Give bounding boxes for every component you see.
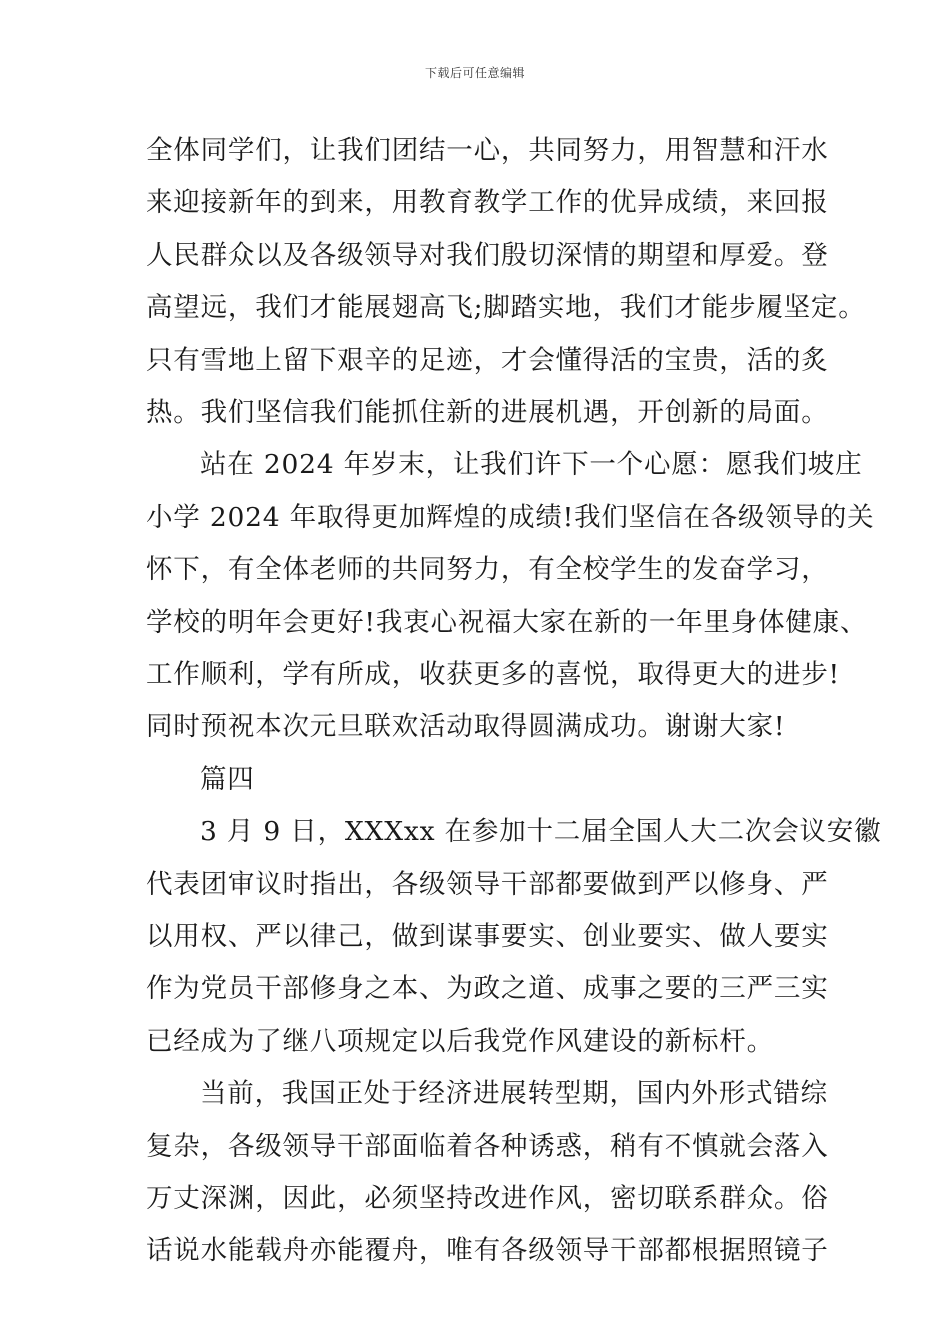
text-line: 话说水能载舟亦能覆舟，唯有各级领导干部都根据照镜子: [146, 1235, 829, 1266]
text-line: 篇四: [200, 764, 255, 795]
text-line: 热。我们坚信我们能抓住新的进展机遇，开创新的局面。: [146, 397, 829, 428]
text-line: 人民群众以及各级领导对我们殷切深情的期望和厚爱。登: [146, 240, 829, 271]
text-line: 同时预祝本次元旦联欢活动取得圆满成功。谢谢大家!: [146, 711, 786, 742]
text-line: 全体同学们，让我们团结一心，共同努力，用智慧和汗水: [146, 135, 829, 166]
text-line: 来迎接新年的到来，用教育教学工作的优异成绩，来回报: [146, 187, 829, 218]
text-line: 当前，我国正处于经济进展转型期，国内外形式错综: [200, 1078, 828, 1109]
text-line: 3 月 9 日，XXXxx 在参加十二届全国人大二次会议安徽: [200, 816, 882, 847]
text-line: 学校的明年会更好!我衷心祝福大家在新的一年里身体健康、: [146, 607, 868, 638]
text-line: 只有雪地上留下艰辛的足迹，才会懂得活的宝贵，活的炙: [146, 345, 829, 376]
text-line: 高望远，我们才能展翅高飞;脚踏实地，我们才能步履坚定。: [146, 292, 866, 323]
text-line: 万丈深渊，因此，必须坚持改进作风，密切联系群众。俗: [146, 1183, 829, 1214]
page-header-note: 下载后可任意编辑: [424, 66, 525, 80]
text-line: 怀下，有全体老师的共同努力，有全校学生的发奋学习，: [146, 554, 829, 585]
text-line: 作为党员干部修身之本、为政之道、成事之要的三严三实: [146, 973, 829, 1004]
text-line: 站在 2024 年岁末，让我们许下一个心愿：愿我们坡庄: [200, 449, 863, 480]
text-line: 代表团审议时指出，各级领导干部都要做到严以修身、严: [146, 869, 829, 900]
text-line: 复杂，各级领导干部面临着各种诱惑，稍有不慎就会落入: [146, 1131, 829, 1162]
text-line: 以用权、严以律己，做到谋事要实、创业要实、做人要实: [146, 921, 829, 952]
text-line: 工作顺利，学有所成，收获更多的喜悦，取得更大的进步!: [146, 659, 840, 690]
text-line: 已经成为了继八项规定以后我党作风建设的新标杆。: [146, 1026, 774, 1057]
text-line: 小学 2024 年取得更加辉煌的成绩!我们坚信在各级领导的关: [146, 502, 875, 533]
